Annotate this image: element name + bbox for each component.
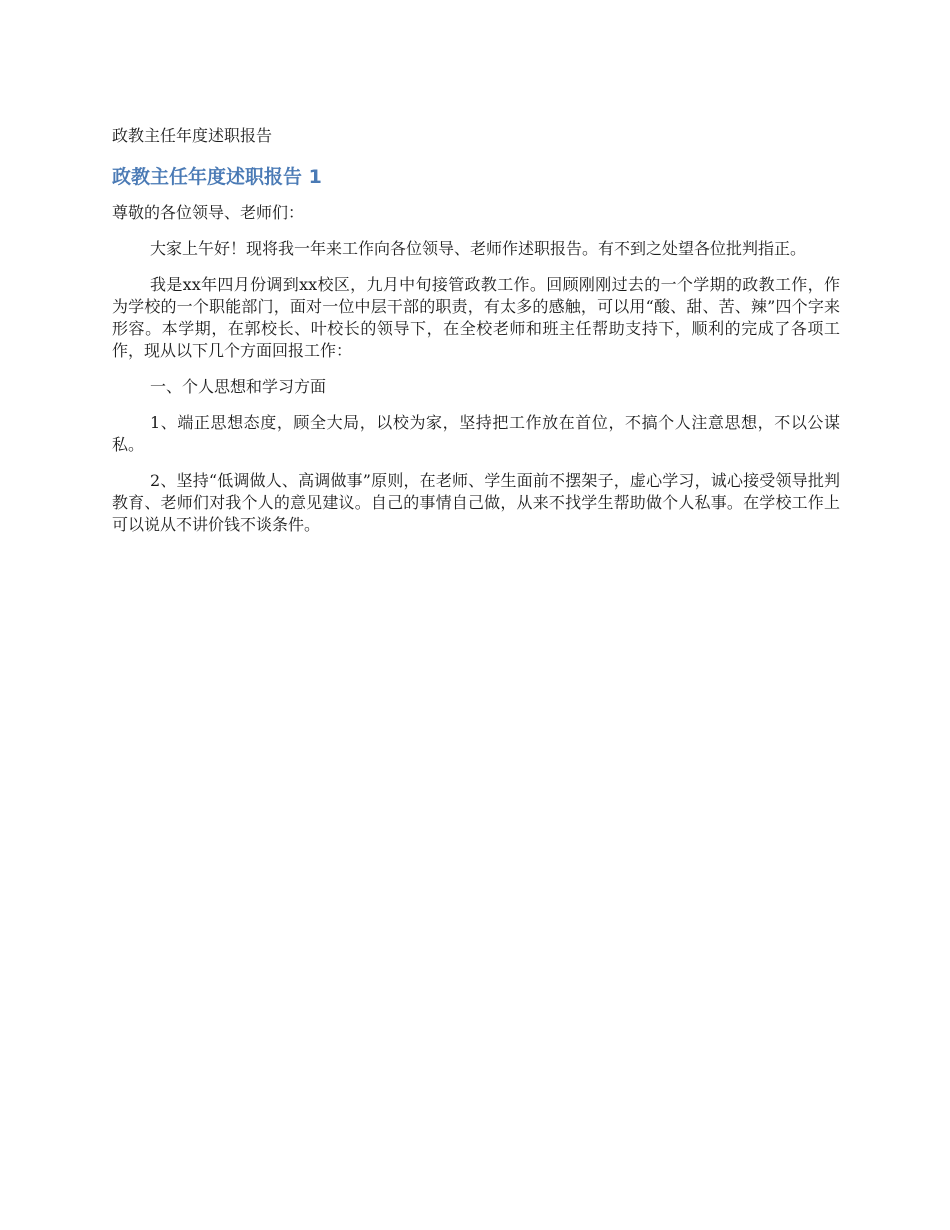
section-heading: 政教主任年度述职报告 1 xyxy=(112,166,322,188)
salutation: 尊敬的各位领导、老师们： xyxy=(112,203,305,222)
document-title: 政教主任年度述职报告 xyxy=(112,126,273,145)
paragraph-introduction: 我是xx年四月份调到xx校区，九月中旬接管政教工作。回顾刚刚过去的一个学期的政教工作，作为学校的一个职能部门，面对一位中层干部的职责，有太多的感触，可以用“酸、甜、苦、辣”四个字来形容。本学期，在郭校长、叶校长的领导下，在全校老师和班主任帮助支持下，顺利的完成了各项工作，现从以下几个方面回报工作： xyxy=(112,275,840,360)
paragraph-item-2: 2、坚持“低调做人、高调做事”原则，在老师、学生面前不摆架子，虚心学习，诚心接受领导批判教育、老师们对我个人的意见建议。自己的事情自己做，从来不找学生帮助做个人私事。在学校工作上可以说从不讲价钱不谈条件。 xyxy=(112,471,840,534)
subsection-heading: 一、个人思想和学习方面 xyxy=(150,377,327,396)
paragraph-item-1: 1、端正思想态度，顾全大局，以校为家，坚持把工作放在首位，不搞个人注意思想，不以公谋私。 xyxy=(112,413,840,454)
document-page xyxy=(112,124,840,550)
paragraph-greeting: 大家上午好！现将我一年来工作向各位领导、老师作述职报告。有不到之处望各位批判指正。 xyxy=(150,239,807,258)
